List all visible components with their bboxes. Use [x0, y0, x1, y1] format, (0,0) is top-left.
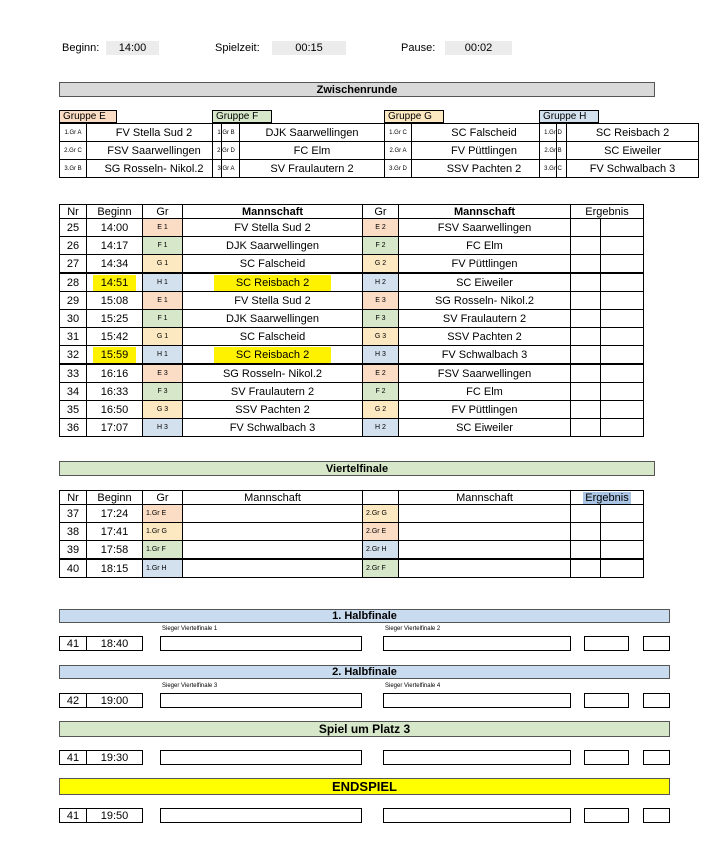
match-time: 15:08	[86, 291, 143, 310]
header-gr: Gr	[142, 204, 183, 219]
team-name: SC Falscheid	[182, 254, 363, 273]
team-slot[interactable]	[160, 636, 362, 651]
slot-label: Sieger Viertelfinale 3	[162, 683, 218, 689]
group-team: SC Falscheid	[411, 123, 557, 142]
team-name: FV Schwalbach 3	[398, 345, 571, 364]
group-code: 1.Gr D	[539, 123, 567, 142]
final-banner: 1. Halbfinale	[59, 609, 670, 623]
result-cell[interactable]	[600, 218, 644, 237]
slot-label: Sieger Viertelfinale 2	[385, 626, 441, 632]
result-cell[interactable]	[600, 522, 644, 541]
header-ergebnis: Ergebnis	[570, 204, 644, 219]
result-cell[interactable]	[570, 540, 601, 559]
match-time: 15:42	[86, 327, 143, 346]
match-number: 36	[59, 418, 87, 437]
group-tag: G 1	[142, 327, 183, 346]
group-tag: H 1	[142, 273, 183, 292]
result-cell[interactable]	[600, 504, 644, 523]
team-name: SV Fraulautern 2	[398, 309, 571, 328]
group-code: 1.Gr B	[212, 123, 240, 142]
vf-header-ergebnis	[570, 490, 644, 505]
group-team: SV Fraulautern 2	[239, 159, 385, 178]
beginn-label: Beginn:	[62, 42, 100, 54]
team-name: FC Elm	[398, 382, 571, 401]
vf-header-mannschaft: Mannschaft	[182, 490, 363, 505]
match-time	[86, 273, 143, 292]
team-name	[182, 273, 363, 292]
group-code: 3.Gr D	[384, 159, 412, 178]
group-tag: E 1	[142, 218, 183, 237]
match-time: 16:16	[86, 364, 143, 383]
match-number: 41	[59, 636, 87, 651]
team-name: FV Stella Sud 2	[182, 291, 363, 310]
team-name	[182, 345, 363, 364]
match-number: 31	[59, 327, 87, 346]
result-cell[interactable]	[570, 364, 601, 383]
group-team: FV Schwalbach 3	[566, 159, 699, 178]
group-tag: E 3	[142, 364, 183, 383]
group-team: SC Reisbach 2	[566, 123, 699, 142]
group-tag: H 2	[362, 418, 399, 437]
group-code: 2.Gr D	[212, 141, 240, 160]
group-tag: H 3	[142, 418, 183, 437]
match-number: 40	[59, 559, 87, 578]
final-banner: Spiel um Platz 3	[59, 721, 670, 737]
result-cell[interactable]	[600, 345, 644, 364]
result-cell[interactable]	[570, 327, 601, 346]
beginn-value: 14:00	[106, 41, 159, 55]
result-cell[interactable]	[600, 273, 644, 292]
team-slot[interactable]	[398, 522, 571, 541]
match-number: 29	[59, 291, 87, 310]
match-number: 30	[59, 309, 87, 328]
result-cell[interactable]	[600, 559, 644, 578]
match-time: 14:34	[86, 254, 143, 273]
result-cell[interactable]	[643, 808, 670, 823]
match-number: 26	[59, 236, 87, 255]
group-tag: 1.Gr G	[142, 522, 183, 541]
header-mannschaft: Mannschaft	[398, 204, 571, 219]
team-slot[interactable]	[398, 559, 571, 578]
match-time	[86, 345, 143, 364]
header-beginn: Beginn	[86, 204, 143, 219]
team-slot[interactable]	[383, 693, 571, 708]
team-slot[interactable]	[160, 808, 362, 823]
match-number: 38	[59, 522, 87, 541]
team-slot[interactable]	[182, 559, 363, 578]
result-cell[interactable]	[600, 400, 644, 419]
result-cell[interactable]	[584, 636, 629, 651]
match-time: 17:24	[86, 504, 143, 523]
result-cell[interactable]	[584, 750, 629, 765]
group-tag: G 2	[362, 254, 399, 273]
team-name: FV Püttlingen	[398, 254, 571, 273]
result-cell[interactable]	[570, 382, 601, 401]
result-cell[interactable]	[570, 291, 601, 310]
team-slot[interactable]	[160, 750, 362, 765]
spielzeit-value: 00:15	[272, 41, 346, 55]
group-tag: H 1	[142, 345, 183, 364]
match-number: 39	[59, 540, 87, 559]
group-team: SC Eiweiler	[566, 141, 699, 160]
header-mannschaft: Mannschaft	[182, 204, 363, 219]
group-tag: 2.Gr E	[362, 522, 399, 541]
group-tag: E 2	[362, 364, 399, 383]
team-slot[interactable]	[398, 540, 571, 559]
group-code: 1.Gr A	[59, 123, 87, 142]
header-gr: Gr	[362, 204, 399, 219]
group-tag: F 2	[362, 236, 399, 255]
spielzeit-label: Spielzeit:	[215, 42, 260, 54]
team-name: FV Püttlingen	[398, 400, 571, 419]
team-name: FV Schwalbach 3	[182, 418, 363, 437]
match-number: 35	[59, 400, 87, 419]
group-code: 2.Gr B	[539, 141, 567, 160]
result-cell[interactable]	[570, 309, 601, 328]
team-name: DJK Saarwellingen	[182, 309, 363, 328]
group-team: FC Elm	[239, 141, 385, 160]
group-team: FV Püttlingen	[411, 141, 557, 160]
group-tag: G 1	[142, 254, 183, 273]
slot-label: Sieger Viertelfinale 4	[385, 683, 441, 689]
vf-header-gr: Gr	[142, 490, 183, 505]
group-tag: G 2	[362, 400, 399, 419]
match-number: 33	[59, 364, 87, 383]
result-cell[interactable]	[570, 418, 601, 437]
group-tag: 2.Gr F	[362, 559, 399, 578]
match-number: 37	[59, 504, 87, 523]
result-cell[interactable]	[600, 309, 644, 328]
result-cell[interactable]	[570, 273, 601, 292]
match-time: 17:07	[86, 418, 143, 437]
team-name: SC Eiweiler	[398, 418, 571, 437]
team-slot[interactable]	[182, 522, 363, 541]
group-code: 3.Gr B	[59, 159, 87, 178]
result-cell[interactable]	[600, 418, 644, 437]
group-code: 1.Gr C	[384, 123, 412, 142]
match-number: 27	[59, 254, 87, 273]
result-cell[interactable]	[570, 345, 601, 364]
match-time: 15:25	[86, 309, 143, 328]
team-name: FSV Saarwellingen	[398, 218, 571, 237]
match-time: 19:50	[86, 808, 143, 823]
result-cell[interactable]	[570, 559, 601, 578]
team-name: SSV Pachten 2	[398, 327, 571, 346]
group-code: 2.Gr A	[384, 141, 412, 160]
group-tag: 1.Gr F	[142, 540, 183, 559]
result-cell[interactable]	[570, 400, 601, 419]
result-cell[interactable]	[570, 504, 601, 523]
viertelfinale-banner: Viertelfinale	[59, 461, 655, 476]
highlight-mark: 15:59	[93, 347, 137, 363]
result-cell[interactable]	[570, 218, 601, 237]
match-number: 41	[59, 808, 87, 823]
group-tag: E 3	[362, 291, 399, 310]
result-cell[interactable]	[584, 808, 629, 823]
team-name: SSV Pachten 2	[182, 400, 363, 419]
result-cell[interactable]	[643, 636, 670, 651]
match-time: 19:00	[86, 693, 143, 708]
group-tag: F 2	[362, 382, 399, 401]
result-cell[interactable]	[600, 540, 644, 559]
group-label: Gruppe H	[539, 110, 599, 123]
team-name: SG Rosseln- Nikol.2	[398, 291, 571, 310]
match-time: 14:00	[86, 218, 143, 237]
team-slot[interactable]	[383, 750, 571, 765]
team-name: SC Eiweiler	[398, 273, 571, 292]
match-number: 32	[59, 345, 87, 364]
result-cell[interactable]	[584, 693, 629, 708]
match-time: 19:30	[86, 750, 143, 765]
team-slot[interactable]	[182, 504, 363, 523]
team-name: SG Rosseln- Nikol.2	[182, 364, 363, 383]
team-name: FV Stella Sud 2	[182, 218, 363, 237]
result-cell[interactable]	[600, 254, 644, 273]
final-banner: ENDSPIEL	[59, 778, 670, 795]
group-tag: H 3	[362, 345, 399, 364]
group-tag: F 1	[142, 236, 183, 255]
group-code: 3.Gr A	[212, 159, 240, 178]
result-cell[interactable]	[570, 522, 601, 541]
result-cell[interactable]	[570, 254, 601, 273]
team-name: SV Fraulautern 2	[182, 382, 363, 401]
group-label: Gruppe E	[59, 110, 117, 123]
group-tag: E 2	[362, 218, 399, 237]
group-tag: 2.Gr H	[362, 540, 399, 559]
group-tag: E 1	[142, 291, 183, 310]
team-slot[interactable]	[398, 504, 571, 523]
vf-header-beginn: Beginn	[86, 490, 143, 505]
match-number: 42	[59, 693, 87, 708]
result-cell[interactable]	[643, 693, 670, 708]
zwischenrunde-banner: Zwischenrunde	[59, 82, 655, 97]
match-time: 17:41	[86, 522, 143, 541]
match-time: 16:33	[86, 382, 143, 401]
group-tag: 1.Gr E	[142, 504, 183, 523]
group-tag: G 3	[362, 327, 399, 346]
group-team: FSV Saarwellingen	[86, 141, 222, 160]
group-label: Gruppe F	[212, 110, 272, 123]
team-name: SC Falscheid	[182, 327, 363, 346]
group-label: Gruppe G	[384, 110, 444, 123]
match-time: 17:58	[86, 540, 143, 559]
group-tag: F 3	[362, 309, 399, 328]
result-cell[interactable]	[600, 382, 644, 401]
header-nr: Nr	[59, 204, 87, 219]
team-slot[interactable]	[160, 693, 362, 708]
pause-label: Pause:	[401, 42, 436, 54]
match-number: 41	[59, 750, 87, 765]
group-tag: F 3	[142, 382, 183, 401]
group-team: DJK Saarwellingen	[239, 123, 385, 142]
pause-value: 00:02	[445, 41, 512, 55]
match-number: 25	[59, 218, 87, 237]
group-team: FV Stella Sud 2	[86, 123, 222, 142]
team-name: DJK Saarwellingen	[182, 236, 363, 255]
match-time: 16:50	[86, 400, 143, 419]
result-cell[interactable]	[643, 750, 670, 765]
result-cell[interactable]	[570, 236, 601, 255]
group-team: SSV Pachten 2	[411, 159, 557, 178]
team-slot[interactable]	[383, 808, 571, 823]
group-tag: 1.Gr H	[142, 559, 183, 578]
vf-header-mannschaft-2: Mannschaft	[398, 490, 571, 505]
highlight-mark: SC Reisbach 2	[214, 347, 331, 363]
group-team: SG Rosseln- Nikol.2	[86, 159, 222, 178]
result-cell[interactable]	[600, 236, 644, 255]
team-slot[interactable]	[383, 636, 571, 651]
match-time: 14:17	[86, 236, 143, 255]
result-cell[interactable]	[600, 364, 644, 383]
vf-header-nr: Nr	[59, 490, 87, 505]
result-cell[interactable]	[600, 291, 644, 310]
ergebnis-label: Ergebnis	[585, 491, 629, 504]
highlight-mark: SC Reisbach 2	[214, 275, 331, 291]
group-tag: F 1	[142, 309, 183, 328]
match-number: 28	[59, 273, 87, 292]
slot-label: Sieger Viertelfinale 1	[162, 626, 218, 632]
result-cell[interactable]	[600, 327, 644, 346]
match-number: 34	[59, 382, 87, 401]
highlight-mark: 14:51	[93, 275, 137, 291]
match-time: 18:40	[86, 636, 143, 651]
final-banner: 2. Halbfinale	[59, 665, 670, 679]
group-code: 2.Gr C	[59, 141, 87, 160]
team-slot[interactable]	[182, 540, 363, 559]
match-time: 18:15	[86, 559, 143, 578]
team-name: FC Elm	[398, 236, 571, 255]
group-code: 3.Gr C	[539, 159, 567, 178]
group-tag: 2.Gr G	[362, 504, 399, 523]
group-tag: H 2	[362, 273, 399, 292]
team-name: FSV Saarwellingen	[398, 364, 571, 383]
group-tag: G 3	[142, 400, 183, 419]
vf-header-blank	[362, 490, 399, 505]
